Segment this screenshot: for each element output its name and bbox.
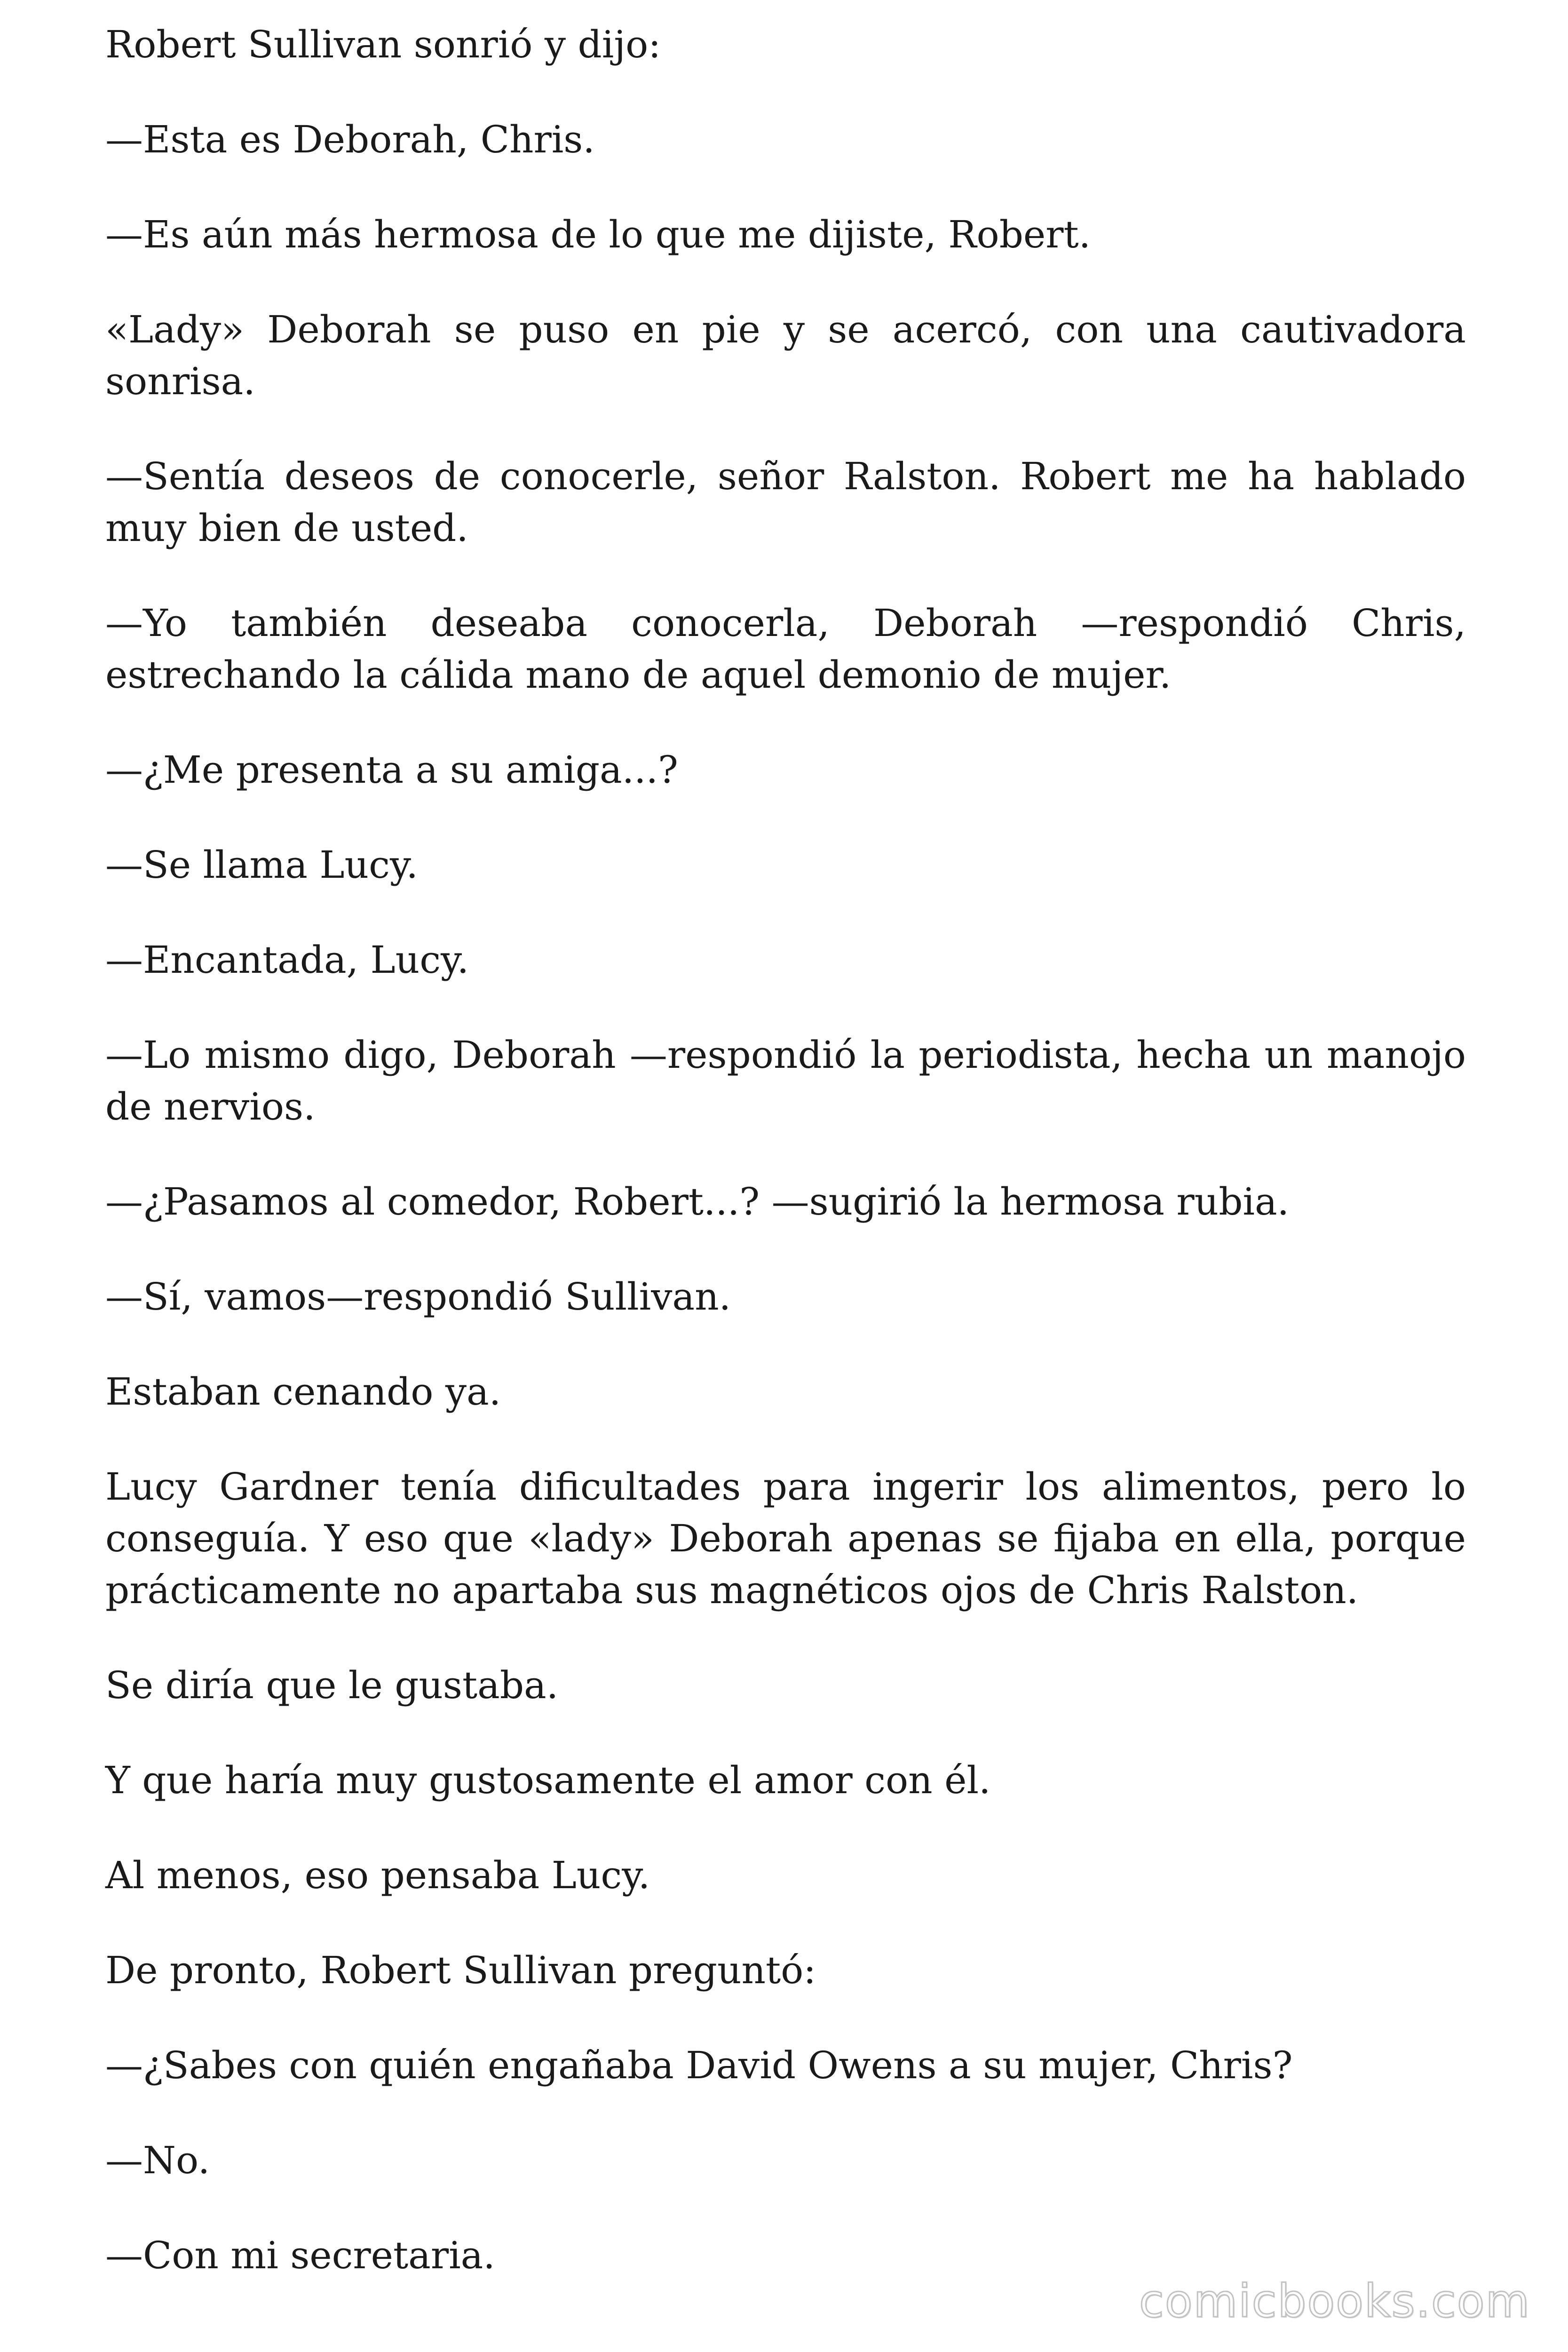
paragraph: —¿Pasamos al comedor, Robert...? —sugirió la hermosa rubia. <box>105 1180 1290 1224</box>
paragraph: —Lo mismo digo, Deborah —respondió la periodista, hecha un manojo de nervios. <box>105 1033 1466 1128</box>
paragraph: —Yo también deseaba conocerla, Deborah —respondió Chris, estrechando la cálida mano de aquel demonio de mujer. <box>105 601 1466 697</box>
paragraph: —Es aún más hermosa de lo que me dijiste, Robert. <box>105 213 1091 256</box>
paragraph: «Lady» Deborah se puso en pie y se acercó, con una cautivadora sonrisa. <box>105 308 1466 403</box>
paragraph: Lucy Gardner tenía dificultades para ingerir los alimentos, pero lo conseguía. Y eso que «lady» Deborah apenas se fijaba en ella, porque prácticamente no apartaba sus magnéticos ojos de Chris Ralston. <box>105 1465 1466 1612</box>
watermark-text: comicbooks.com <box>1139 2275 1530 2328</box>
paragraph: —Con mi secretaria. <box>105 2233 495 2277</box>
paragraph: —No. <box>105 2138 210 2182</box>
paragraph: Se diría que le gustaba. <box>105 1663 559 1707</box>
page-text <box>105 19 1466 2325</box>
paragraph: —Encantada, Lucy. <box>105 938 469 982</box>
paragraph: —¿Me presenta a su amiga...? <box>105 748 678 792</box>
paragraph: —Se llama Lucy. <box>105 843 418 887</box>
paragraph: Al menos, eso pensaba Lucy. <box>105 1853 650 1897</box>
paragraph: Estaban cenando ya. <box>105 1370 501 1414</box>
paragraph: Y que haría muy gustosamente el amor con él. <box>105 1758 991 1802</box>
paragraph: —Sí, vamos—respondió Sullivan. <box>105 1275 731 1319</box>
paragraph: —¿Sabes con quién engañaba David Owens a su mujer, Chris? <box>105 2043 1293 2087</box>
paragraph: —Sentía deseos de conocerle, señor Ralston. Robert me ha hablado muy bien de usted. <box>105 454 1466 550</box>
paragraph: —Esta es Deborah, Chris. <box>105 118 595 161</box>
paragraph: Robert Sullivan sonrió y dijo: <box>105 23 661 66</box>
paragraph: De pronto, Robert Sullivan preguntó: <box>105 1948 816 1992</box>
